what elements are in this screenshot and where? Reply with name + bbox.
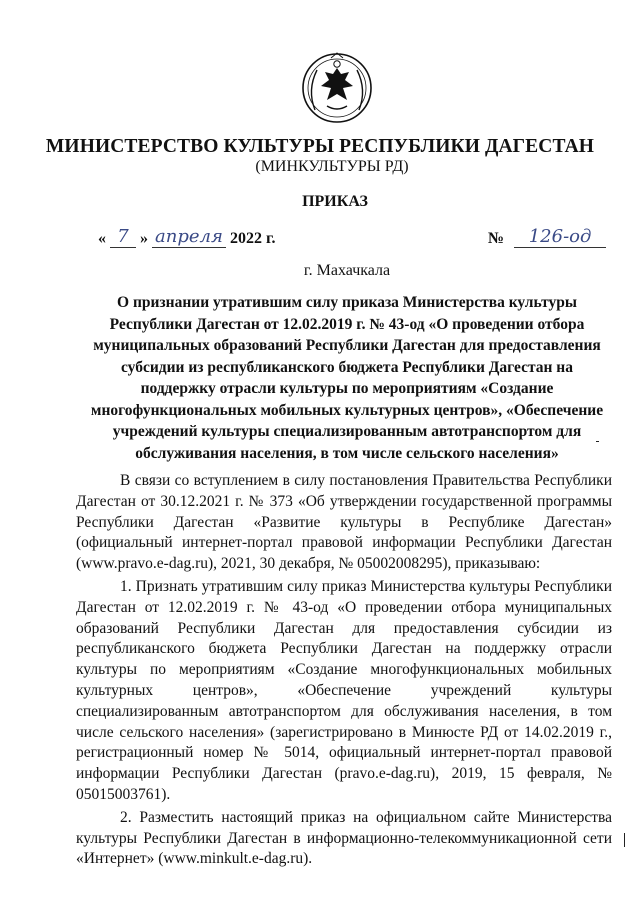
document-type: ПРИКАЗ (302, 193, 368, 210)
city: г. Махачкала (303, 262, 391, 279)
order-subject: О признании утратившим силу приказа Министерства культуры Республики Дагестан от 12.02.2019 г. № 43-од «О проведении отбора муниципальных образований Республики Дагестан для предоставления субсидии из республиканского бюджета Республики Дагестан на поддержку отрасли культуры по мероприятиям «Создание многофункциональных мобильных культурных центров», «Обеспечение учреждений культуры специализированным автотранспортом для обслуживания населения, в том числе сельского населения» (90, 294, 604, 462)
date-month: апреля (152, 226, 226, 248)
paragraph-item-2: 2. Разместить настоящий приказ на официальном сайте Министерства культуры Республики Дагестан в информационно-телекоммуникационной сети «Интернет» (www.minkult.e-dag.ru). (76, 808, 612, 868)
ministry-name: МИНИСТЕРСТВО КУЛЬТУРЫ РЕСПУБЛИКИ ДАГЕСТАН (45, 136, 595, 157)
paragraph-preamble: В связи со вступлением в силу постановления Правительства Республики Дагестан от 30.12.2021 г. № 373 «Об утверждении государственной программы Республики Дагестан «Развитие культуры в Республике Дагестан» (официальный интернет-портал правовой информации Республики Дагестан (www.pravo.e-dag.ru), 2021, 30 декабря, № 05002008295), приказываю: (76, 472, 612, 573)
open-quote: « (98, 230, 106, 247)
date-year: 2022 г. (230, 230, 276, 247)
order-date (98, 226, 275, 252)
ministry-short-name: (МИНКУЛЬТУРЫ РД) (255, 158, 409, 175)
number-prefix: № (488, 230, 505, 247)
scan-line (624, 833, 625, 847)
scan-speck (596, 441, 599, 442)
date-day: 7 (110, 226, 136, 248)
coat-of-arms-icon (297, 50, 377, 124)
order-body (76, 471, 612, 870)
order-number (488, 226, 606, 252)
number-value: 126-од (514, 226, 606, 248)
close-quote: » (140, 230, 148, 247)
paragraph-item-1: 1. Признать утратившим силу приказ Министерства культуры Республики Дагестан от 12.02.2019 г. № 43-од «О проведении отбора муниципальных образований Республики Дагестан для предоставления субсидии из республиканского бюджета Республики Дагестан на поддержку отрасли культуры по мероприятиям «Создание многофункциональных мобильных культурных центров», «Обеспечение учреждений культуры специализированным автотранспортом для обслуживания населения, в том числе сельского населения» (зарегистрировано в Минюсте РД от 14.02.2019 г., регистрационный номер № 5014, официальный интернет-портал правовой информации Республики Дагестан (pravo.e-dag.ru), 2019, 15 февраля, № 05015003761). (76, 577, 612, 803)
